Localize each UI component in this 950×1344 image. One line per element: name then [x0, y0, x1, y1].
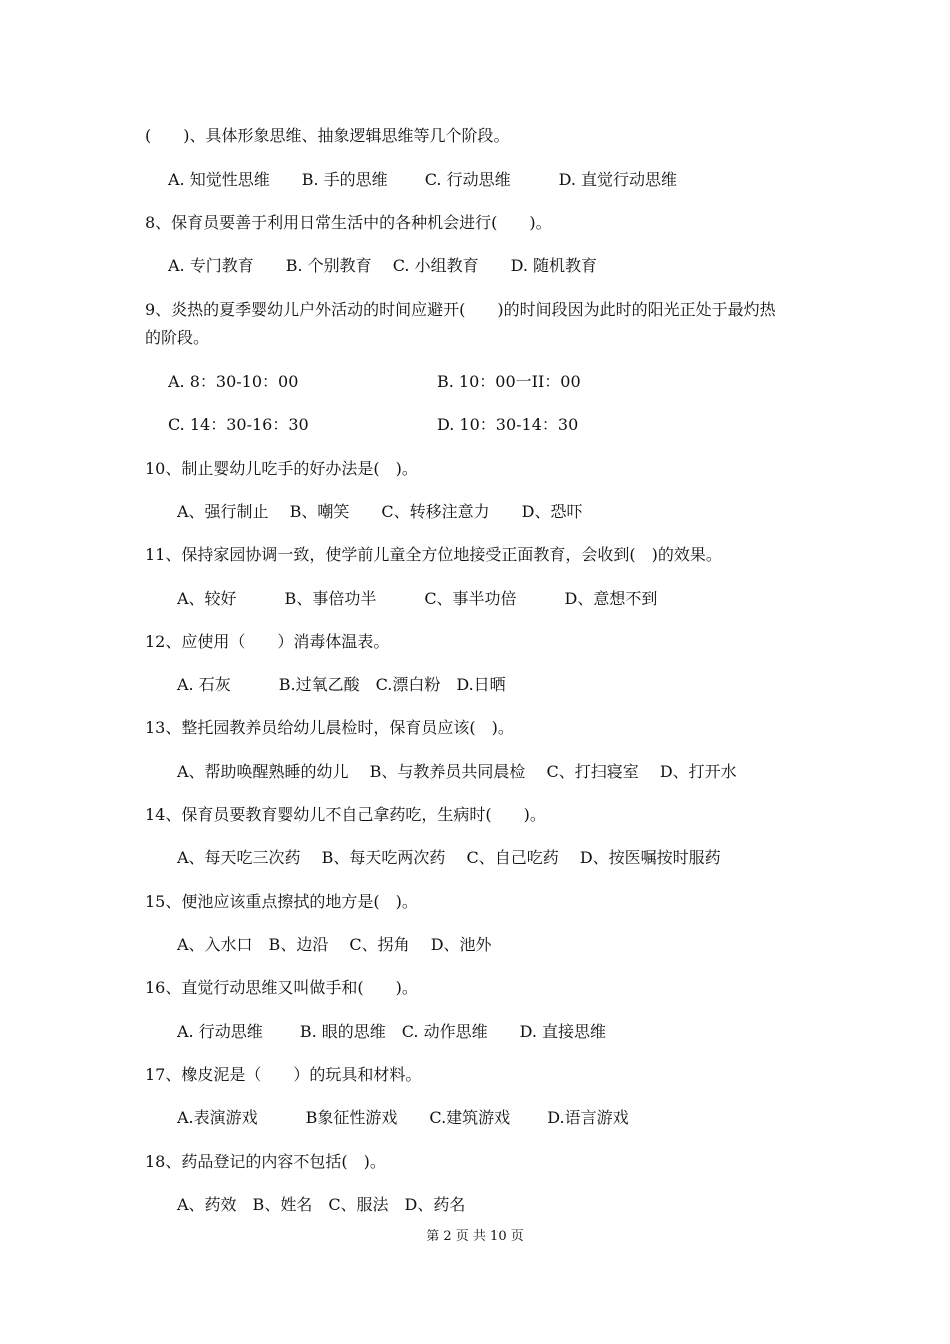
question-9-option-a: A. 8：30-10：00	[168, 372, 299, 391]
question-9-option-d: D. 10：30-14：30	[437, 415, 579, 434]
question-9-option-b: B. 10：00一II：00	[437, 372, 581, 391]
question-9-continuation: 的阶段。	[145, 328, 210, 347]
question-13: 13、整托园教养员给幼儿晨检时，保育员应该( )。	[145, 718, 514, 737]
question-18: 18、药品登记的内容不包括( )。	[145, 1152, 386, 1171]
question-9-option-c: C. 14：30-16：30	[168, 415, 309, 434]
question-9: 9、炎热的夏季婴幼儿户外活动的时间应避开( )的时间段因为此时的阳光正处于最灼热	[145, 300, 776, 319]
question-15-options: A、入水口 B、边沿 C、拐角 D、池外	[177, 935, 492, 954]
question-11: 11、保持家园协调一致，使学前儿童全方位地接受正面教育，会收到( )的效果。	[145, 545, 722, 564]
question-8: 8、保育员要善于利用日常生活中的各种机会进行( )。	[145, 213, 552, 232]
question-12: 12、应使用（ ）消毒体温表。	[145, 632, 390, 651]
question-16: 16、直觉行动思维又叫做手和( )。	[145, 978, 418, 997]
question-12-options: A. 石灰 B.过氧乙酸 C.漂白粉 D.日晒	[177, 675, 506, 694]
question-14-options: A、每天吃三次药 B、每天吃两次药 C、自己吃药 D、按医嘱按时服药	[177, 848, 721, 867]
question-8-options: A. 专门教育 B. 个别教育 C. 小组教育 D. 随机教育	[168, 256, 598, 275]
question-11-options: A、较好 B、事倍功半 C、事半功倍 D、意想不到	[177, 589, 658, 608]
question-14: 14、保育员要教育婴幼儿不自己拿药吃，生病时( )。	[145, 805, 546, 824]
question-7-options: A. 知觉性思维 B. 手的思维 C. 行动思维 D. 直觉行动思维	[168, 170, 678, 189]
question-7-continuation: ( )、具体形象思维、抽象逻辑思维等几个阶段。	[145, 126, 510, 145]
question-10-options: A、强行制止 B、嘲笑 C、转移注意力 D、恐吓	[177, 502, 583, 521]
question-17: 17、橡皮泥是（ ）的玩具和材料。	[145, 1065, 422, 1084]
question-10: 10、制止婴幼儿吃手的好办法是( )。	[145, 459, 418, 478]
question-16-options: A. 行动思维 B. 眼的思维 C. 动作思维 D. 直接思维	[177, 1022, 607, 1041]
question-18-options: A、药效 B、姓名 C、服法 D、药名	[177, 1195, 466, 1214]
page-number-footer: 第 2 页 共 10 页	[426, 1229, 524, 1244]
question-15: 15、便池应该重点擦拭的地方是( )。	[145, 892, 418, 911]
question-17-options: A.表演游戏 B象征性游戏 C.建筑游戏 D.语言游戏	[177, 1108, 629, 1127]
question-13-options: A、帮助唤醒熟睡的幼儿 B、与教养员共同晨检 C、打扫寝室 D、打开水	[177, 762, 737, 781]
